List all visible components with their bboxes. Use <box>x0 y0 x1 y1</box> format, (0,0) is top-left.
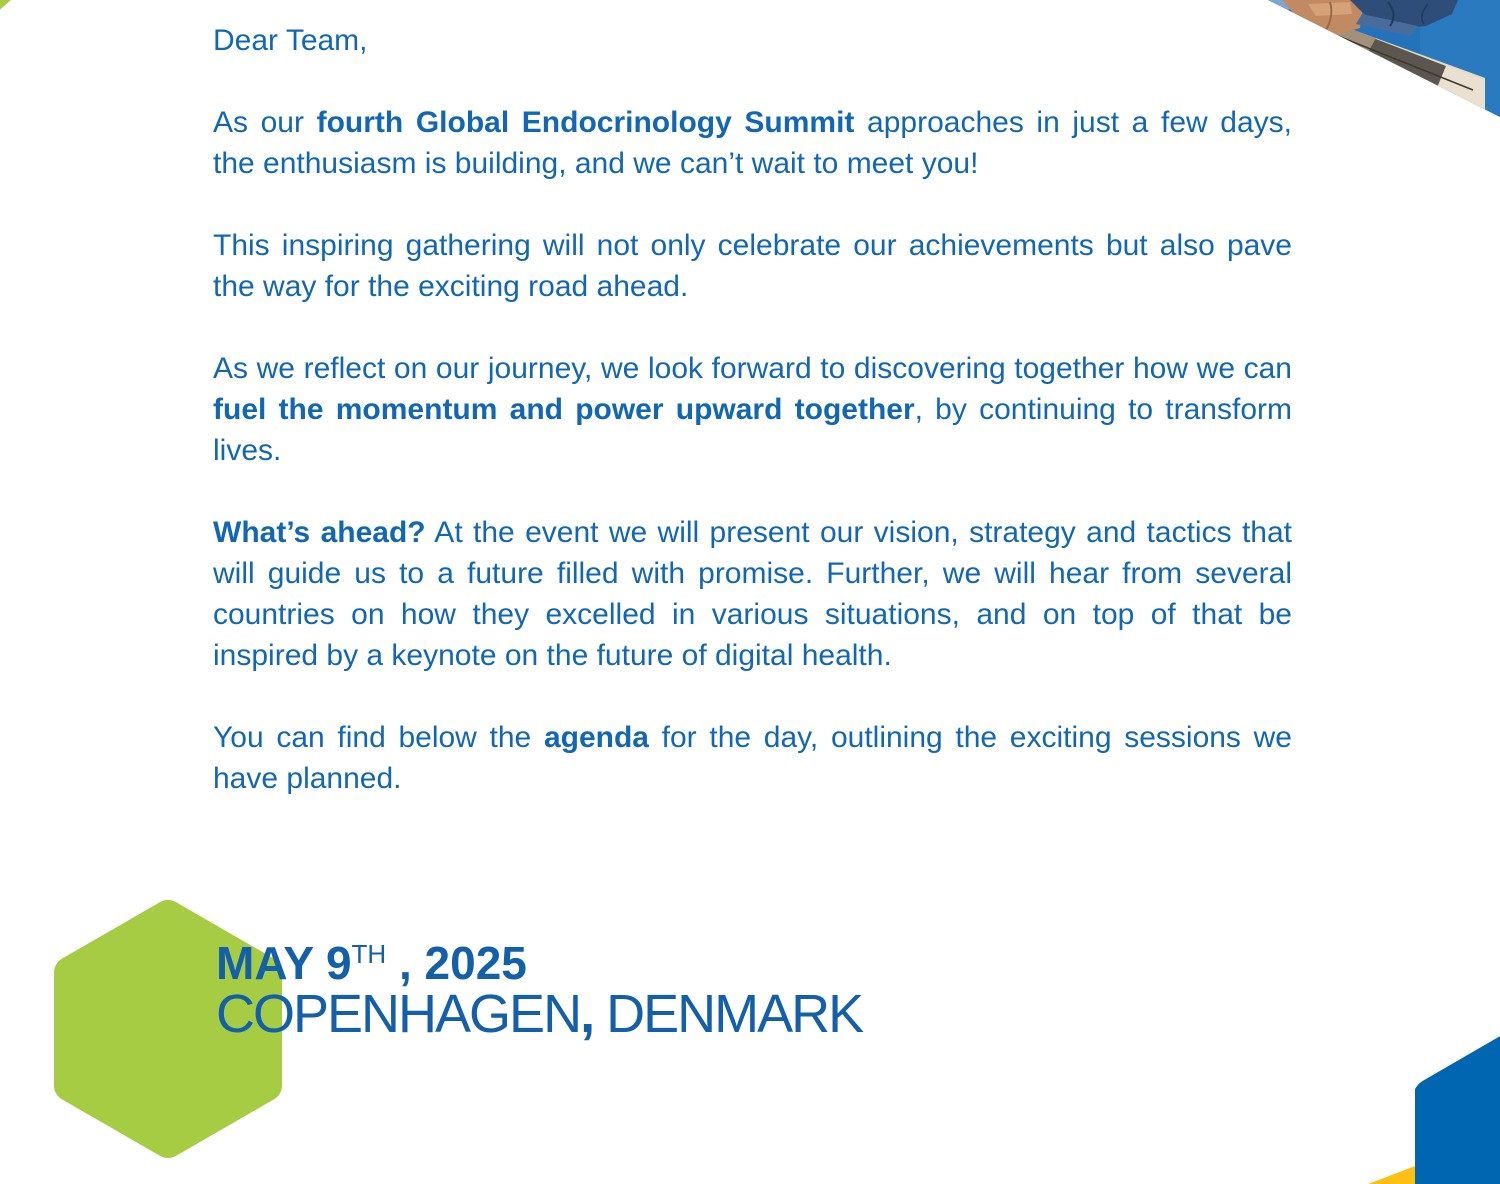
location-country: DENMARK <box>593 984 863 1044</box>
paragraph-agenda <box>213 717 1292 799</box>
salutation: Dear Team, <box>213 24 368 57</box>
paragraph-bold-text: What’s ahead? <box>213 516 426 549</box>
date-main: MAY 9 <box>216 937 352 989</box>
paragraph-journey <box>213 348 1292 471</box>
paragraph-text: This inspiring gathering will not only celebrate our achievements but also pave the way for the exciting road ahead. <box>213 229 1292 303</box>
paragraph-text: for the day, outlining the exciting sessions we have planned. <box>213 721 1292 795</box>
yellow-wedge-shape <box>1368 1162 1415 1184</box>
paragraph-text: , by continuing to transform lives. <box>213 393 1292 467</box>
paragraph-gathering <box>213 225 1292 307</box>
paragraph-bold-text: fourth Global Endocrinology Summit <box>316 106 855 139</box>
event-location <box>216 984 863 1044</box>
paragraph-bold-text: agenda <box>543 721 649 754</box>
event-details <box>216 937 863 1044</box>
paragraph-text: You can find below the <box>213 721 544 754</box>
letter-body <box>213 20 1292 840</box>
paragraph-text: approaches in just a few days, the enthusiasm is building, and we can’t wait to meet you! <box>213 106 1292 180</box>
paragraph-summit <box>213 102 1292 184</box>
paragraph-text: As we reflect on our journey, we look forward to discovering together how we can <box>213 352 1292 385</box>
paragraph-text: As our <box>213 106 317 139</box>
event-date <box>216 938 862 988</box>
location-city: COPENHAGEN <box>216 984 581 1044</box>
date-tail: , 2025 <box>386 937 527 989</box>
paragraph-text: At the event we will present our vision, strategy and tactics that will guide us to a future filled with promise. Further, we will hear from several countries on how they excelled in various situations, and on top of that be inspired by a keynote on the future of digital health. <box>213 516 1292 672</box>
corner-photo-image <box>1268 0 1500 117</box>
blue-hexagon-shape <box>1415 957 1500 1184</box>
green-corner-triangle-icon <box>0 0 12 11</box>
date-ordinal: TH <box>351 939 387 969</box>
location-separator: , <box>580 984 594 1044</box>
paragraph-bold-text: fuel the momentum and power upward together <box>213 393 915 426</box>
paragraph-whats-ahead <box>213 512 1292 676</box>
